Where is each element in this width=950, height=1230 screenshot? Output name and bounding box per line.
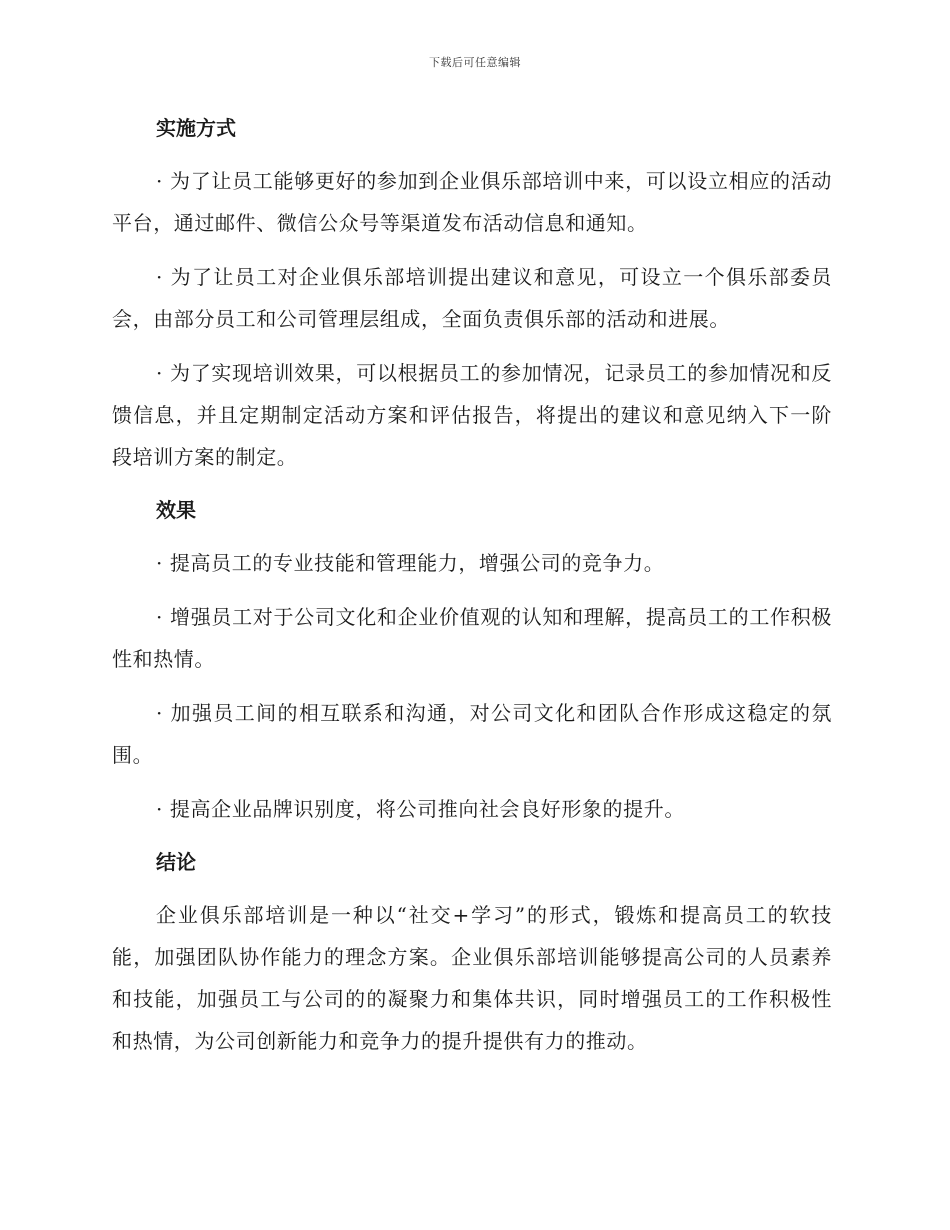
effects-item-1: · 提高员工的专业技能和管理能力，增强公司的竞争力。 bbox=[156, 551, 665, 575]
implementation-item-2: · 为了让员工对企业俱乐部培训提出建议和意见，可设立一个俱乐部委员会，由部分员工和公司管理层组成，全面负责俱乐部的活动和进展。 bbox=[112, 265, 832, 331]
effects-item-3: · 加强员工间的相互联系和沟通，对公司文化和团队合作形成这稳定的氛围。 bbox=[112, 701, 832, 767]
implementation-item-1: · 为了让员工能够更好的参加到企业俱乐部培训中来，可以设立相应的活动平台，通过邮件、微信公众号等渠道发布活动信息和通知。 bbox=[112, 169, 832, 235]
conclusion-paragraph: 企业俱乐部培训是一种以“社交+学习”的形式，锻炼和提高员工的软技能，加强团队协作能力的理念方案。企业俱乐部培训能够提高公司的人员素养和技能，加强员工与公司的的凝聚力和集体共识，同时增强员工的工作积极性和热情，为公司创新能力和竞争力的提升提供有力的推动。 bbox=[112, 903, 832, 1053]
section-heading-effects: 效果 bbox=[156, 498, 196, 522]
document-body bbox=[112, 108, 832, 1074]
effects-item-2: · 增强员工对于公司文化和企业价值观的认知和理解，提高员工的工作积极性和热情。 bbox=[112, 605, 832, 671]
effects-item-4: · 提高企业品牌识别度，将公司推向社会良好形象的提升。 bbox=[156, 797, 685, 821]
section-heading-conclusion: 结论 bbox=[156, 850, 196, 874]
section-heading-implementation: 实施方式 bbox=[156, 116, 236, 140]
header-note: 下载后可任意编辑 bbox=[429, 56, 521, 69]
implementation-item-3: · 为了实现培训效果，可以根据员工的参加情况，记录员工的参加情况和反馈信息，并且定期制定活动方案和评估报告，将提出的建议和意见纳入下一阶段培训方案的制定。 bbox=[112, 361, 832, 469]
